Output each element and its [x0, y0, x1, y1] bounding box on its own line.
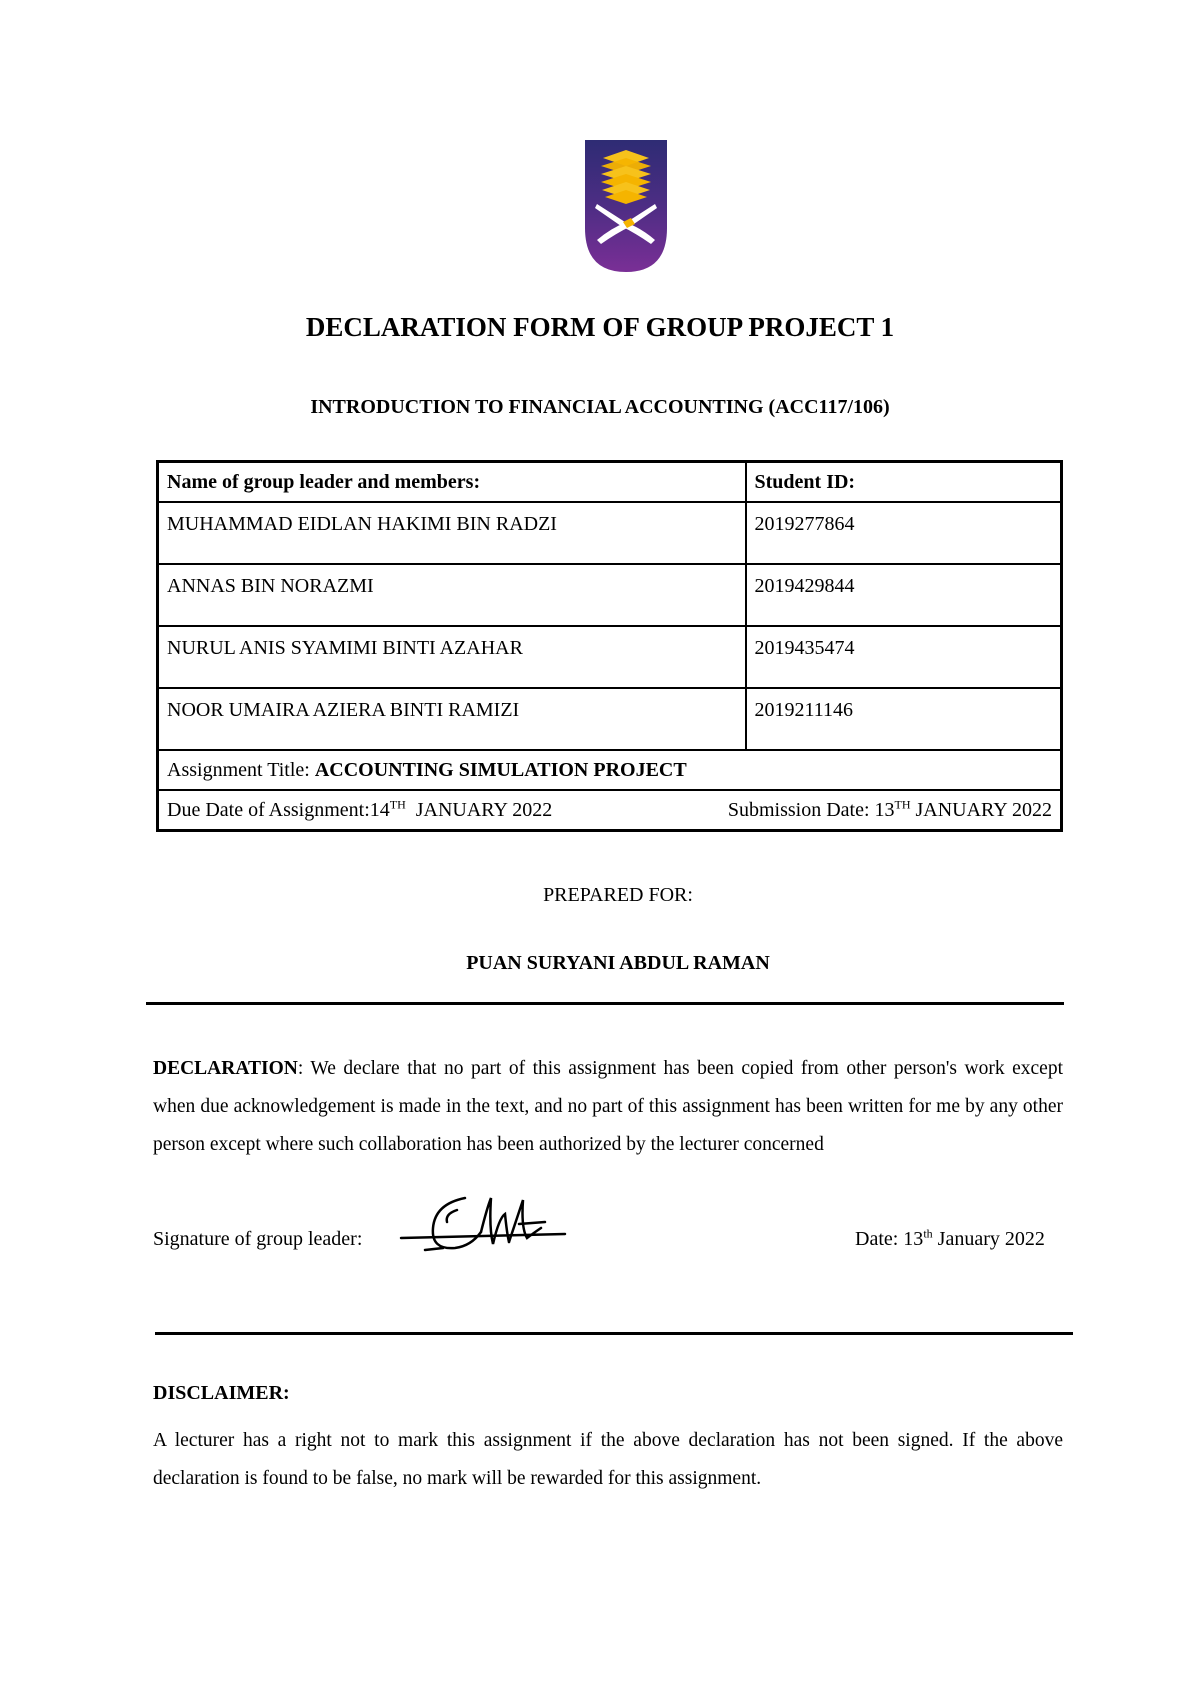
- table-header-row: [158, 462, 1062, 503]
- divider: [146, 1002, 1064, 1005]
- member-id: 2019429844: [746, 564, 1062, 626]
- disclaimer-text: A lecturer has a right not to mark this assignment if the above declaration has not been signed. If the above declaration is found to be false, no mark will be rewarded for this assignment.: [153, 1430, 1063, 1489]
- due-date-label: Due Date of Assignment:: [167, 798, 370, 821]
- prepared-for-label: PREPARED FOR:: [543, 884, 693, 906]
- university-logo: [585, 140, 667, 272]
- due-date-day: 14: [369, 798, 390, 821]
- signature-date: [855, 1228, 1045, 1251]
- declaration-paragraph: [153, 1050, 1063, 1164]
- submission-date-day: 13: [874, 798, 895, 821]
- table-row: [158, 502, 1062, 564]
- lecturer-name: PUAN SURYANI ABDUL RAMAN: [466, 952, 770, 974]
- submission-date-suffix: TH: [894, 796, 911, 811]
- member-name: MUHAMMAD EIDLAN HAKIMI BIN RADZI: [158, 502, 746, 564]
- due-date-rest: JANUARY 2022: [405, 798, 553, 821]
- table-row: [158, 564, 1062, 626]
- signature-date-label: Date: 13: [855, 1228, 924, 1250]
- assignment-title-value: ACCOUNTING SIMULATION PROJECT: [314, 758, 687, 781]
- crest-icon: [585, 140, 667, 272]
- course-title: INTRODUCTION TO FINANCIAL ACCOUNTING (ACC117/106): [310, 396, 890, 418]
- signature-date-suffix: th: [923, 1226, 933, 1241]
- divider: [155, 1332, 1073, 1335]
- assignment-title-label: Assignment Title:: [167, 758, 315, 781]
- due-date: [167, 796, 553, 822]
- members-table: [156, 460, 1063, 832]
- submission-date-label: Submission Date:: [727, 798, 875, 821]
- submission-date-rest: JANUARY 2022: [910, 798, 1052, 821]
- member-id: 2019277864: [746, 502, 1062, 564]
- member-id: 2019435474: [746, 626, 1062, 688]
- member-name: NOOR UMAIRA AZIERA BINTI RAMIZI: [158, 688, 746, 750]
- member-name: ANNAS BIN NORAZMI: [158, 564, 746, 626]
- disclaimer-heading: DISCLAIMER:: [153, 1382, 290, 1404]
- member-name: NURUL ANIS SYAMIMI BINTI AZAHAR: [158, 626, 746, 688]
- submission-date: [727, 796, 1052, 822]
- header-name: Name of group leader and members:: [158, 462, 746, 503]
- declaration-label: DECLARATION: [153, 1058, 298, 1079]
- due-date-suffix: TH: [389, 796, 406, 811]
- header-student-id: Student ID:: [746, 462, 1062, 503]
- table-row: [158, 626, 1062, 688]
- signature-scribble-icon: [395, 1188, 575, 1264]
- assignment-title-cell: [158, 750, 1062, 790]
- signature-label: Signature of group leader:: [153, 1228, 363, 1250]
- assignment-title-row: [158, 750, 1062, 790]
- declaration-text: : We declare that no part of this assignment has been copied from other person's work except when due acknowledgement is made in the text, and no part of this assignment has been written for me by any other person except where such collaboration has been authorized by the lecturer concerned: [153, 1058, 1063, 1155]
- table-row: [158, 688, 1062, 750]
- document-title: DECLARATION FORM OF GROUP PROJECT 1: [305, 312, 895, 342]
- signature-date-rest: January 2022: [932, 1228, 1045, 1250]
- dates-row: [158, 790, 1062, 831]
- member-id: 2019211146: [746, 688, 1062, 750]
- signature-image: [395, 1188, 575, 1264]
- dates-cell: [158, 790, 1062, 831]
